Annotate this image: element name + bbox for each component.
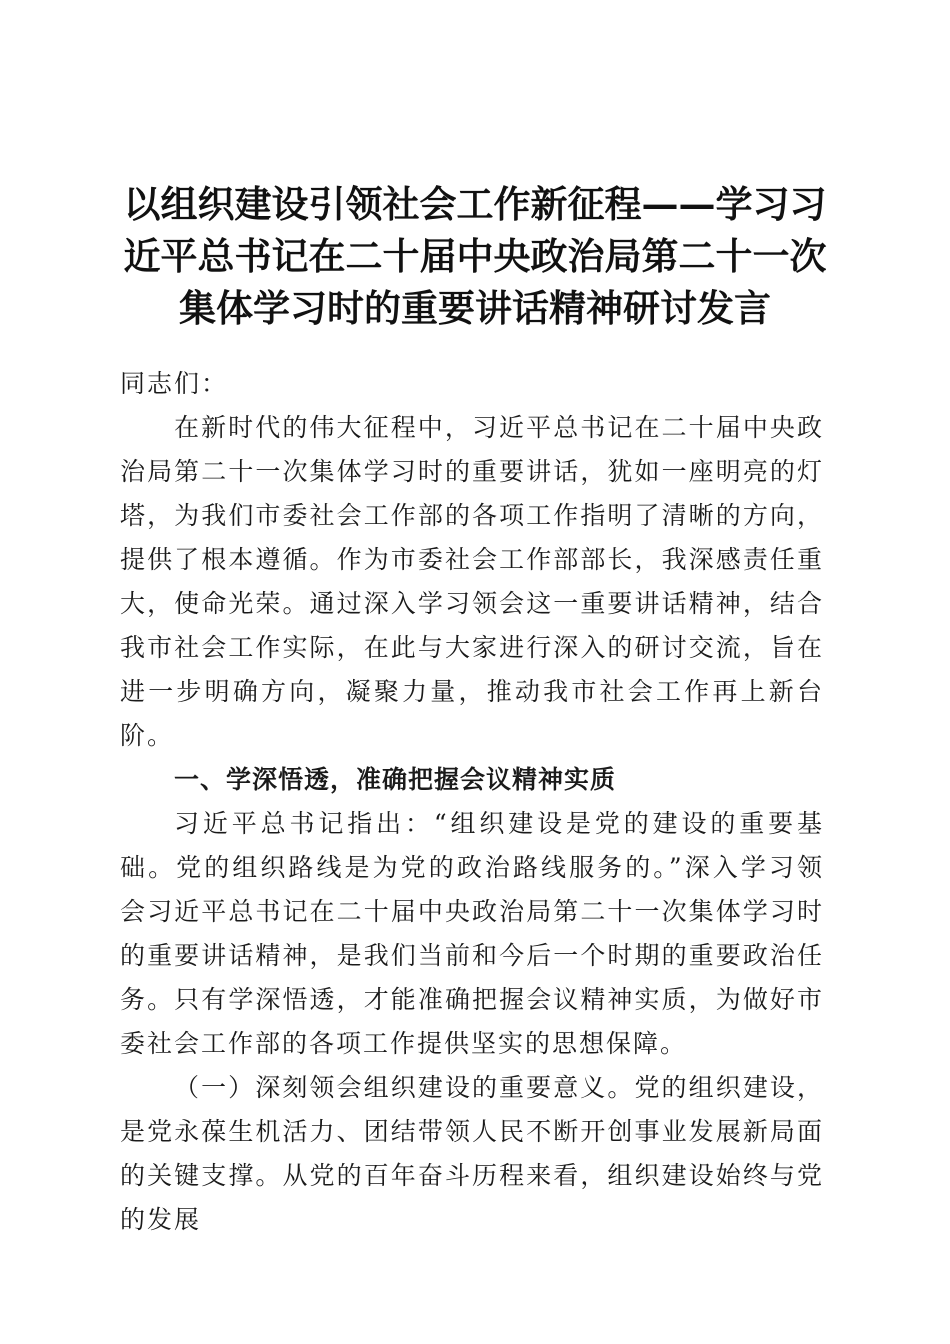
document-title: 以组织建设引领社会工作新征程——学习习近平总书记在二十届中央政治局第二十一次集体学习时的重要讲话精神研讨发言 bbox=[123, 182, 827, 330]
intro-paragraph: 在新时代的伟大征程中，习近平总书记在二十届中央政治局第二十一次集体学习时的重要讲话，犹如一座明亮的灯塔，为我们市委社会工作部的各项工作指明了清晰的方向，提供了根本遵循。作为市委社会工作部部长，我深感责任重大，使命光荣。通过深入学习领会这一重要讲话精神，结合我市社会工作实际，在此与大家进行深入的研讨交流，旨在进一步明确方向，凝聚力量，推动我市社会工作再上新台阶。 bbox=[120, 413, 824, 750]
section-1-paragraph: 习近平总书记指出：“组织建设是党的建设的重要基础。党的组织路线是为党的政治路线服务的。”深入学习领会习近平总书记在二十届中央政治局第二十一次集体学习时的重要讲话精神，是我们当前和今后一个时期的重要政治任务。只有学深悟透，才能准确把握会议精神实质，为做好市委社会工作部的各项工作提供坚实的思想保障。 bbox=[120, 809, 824, 1058]
salutation: 同志们： bbox=[120, 369, 229, 398]
subsection-1-paragraph: （一）深刻领会组织建设的重要意义。党的组织建设，是党永葆生机活力、团结带领人民不断开创事业发展新局面的关键支撑。从党的百年奋斗历程来看，组织建设始终与党的发展 bbox=[120, 1073, 824, 1234]
section-heading-1: 一、学深悟透，准确把握会议精神实质 bbox=[174, 765, 617, 794]
document-body bbox=[120, 362, 824, 1242]
